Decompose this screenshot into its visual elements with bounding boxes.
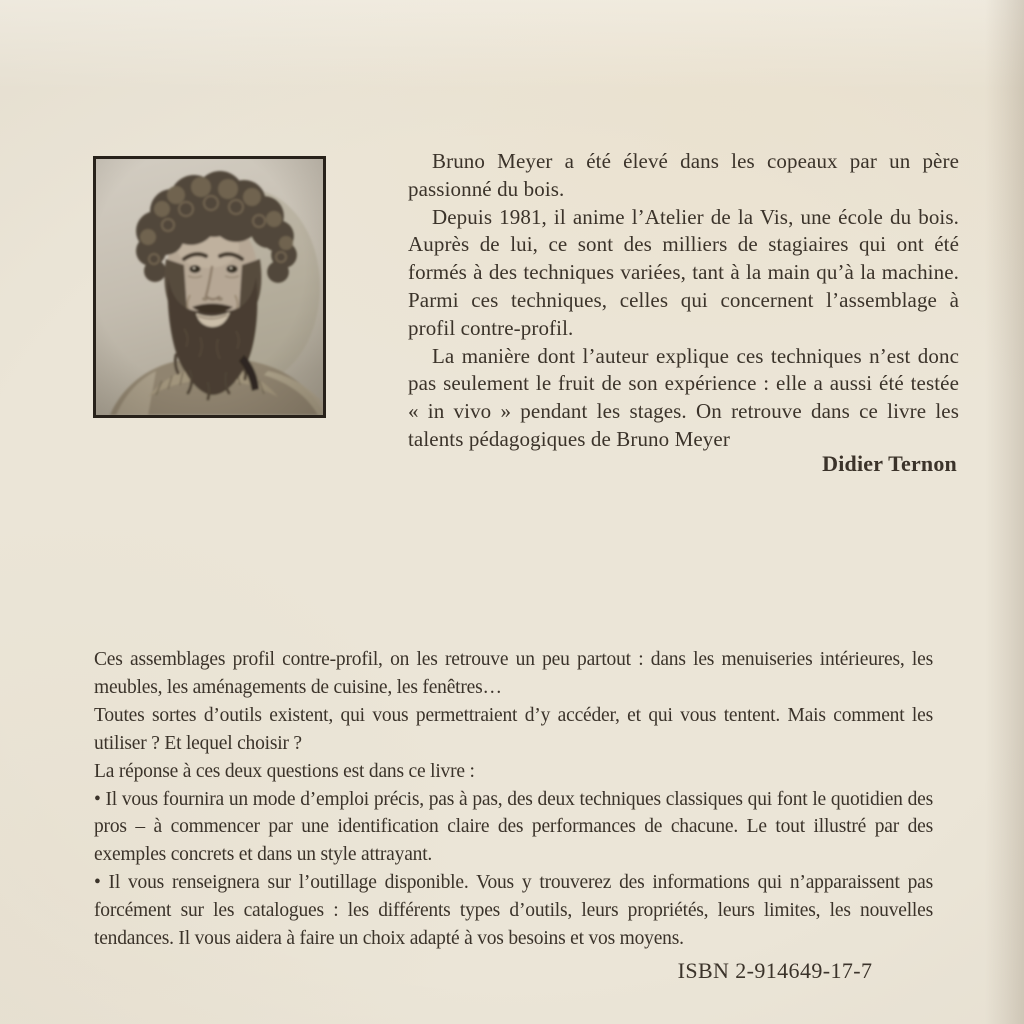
description-paragraph-2: Toutes sortes d’outils existent, qui vous permettraient d’y accéder, et qui vous tentent. Mais comment les utiliser ? Et lequel choisir ?	[94, 704, 933, 754]
description-paragraph-1: Ces assemblages profil contre-profil, on les retrouve un peu partout : dans les menuiseries intérieures, les meubles, les aménagements de cuisine, les fenêtres…	[94, 649, 933, 698]
author-portrait-illustration	[96, 159, 323, 415]
bio-paragraph-3: La manière dont l’auteur explique ces techniques n’est donc pas seulement le fruit de son expérience : elle a aussi été testée « in vivo » pendant les stages. On retrouve dans ce livre les talents pédagogiques de Bruno Meyer	[408, 343, 959, 451]
description-bullet-1: • Il vous fournira un mode d’emploi précis, pas à pas, des deux techniques classiques qui font le quotidien des pros – à commencer par une identification claire des performances de chacune. Le tout illustré par des exemples concrets et dans un style attrayant.	[94, 788, 933, 866]
description-bullet-2: • Il vous renseignera sur l’outillage disponible. Vous y trouverez des informations qui n’apparaissent pas forcément sur les catalogues : les différents types d’outils, leurs propriétés, leurs limites, les nouvelles tendances. Il vous aidera à faire un choix adapté à vos besoins et vos moyens.	[94, 872, 933, 950]
book-description	[94, 646, 933, 953]
isbn: ISBN 2-914649-17-7	[677, 958, 873, 983]
description-paragraph-3: La réponse à ces deux questions est dans ce livre :	[94, 760, 475, 782]
author-photo	[93, 156, 326, 418]
bio-signature: Didier Ternon	[822, 451, 957, 476]
bio-paragraph-2: Depuis 1981, il anime l’Atelier de la Vis, une école du bois. Auprès de lui, ce sont des milliers de stagiaires qui ont été formés à des techniques variées, tant à la main qu’à la machine. Parmi ces techniques, celles qui concernent l’assemblage à profil contre-profil.	[408, 204, 959, 340]
author-bio	[408, 148, 959, 454]
bio-paragraph-1: Bruno Meyer a été élevé dans les copeaux par un père passionné du bois.	[408, 149, 959, 201]
